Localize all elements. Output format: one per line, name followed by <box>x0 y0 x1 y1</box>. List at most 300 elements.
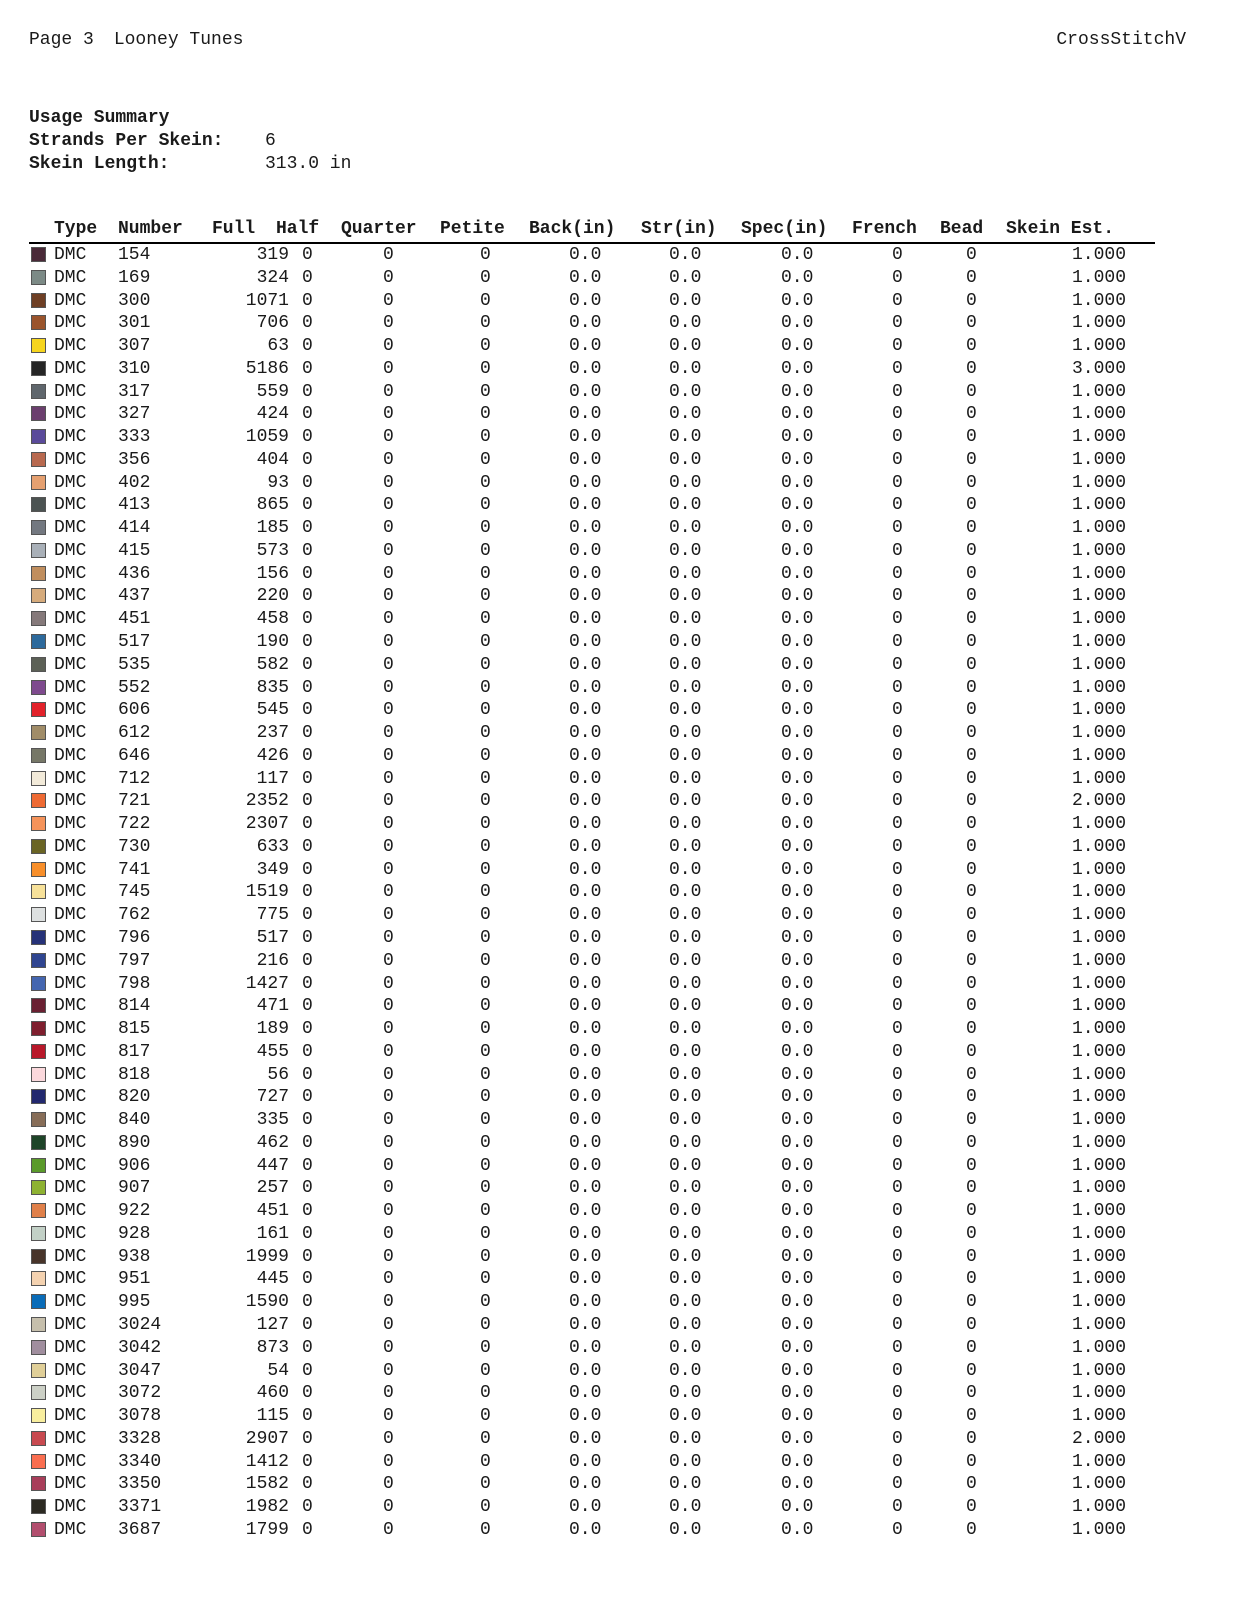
cell-quarter: 0 <box>383 1292 394 1313</box>
cell-half: 0 <box>302 996 313 1017</box>
cell-number: 317 <box>118 381 151 402</box>
cell-spec: 0.0 <box>781 1519 814 1540</box>
table-row <box>29 1177 1155 1200</box>
cell-full: 545 <box>256 700 289 721</box>
cell-str: 0.0 <box>669 1223 702 1244</box>
cell-full: 190 <box>256 632 289 653</box>
table-row <box>29 1086 1155 1109</box>
cell-skein-est: 1.000 <box>1071 609 1126 630</box>
page-header <box>29 30 243 50</box>
cell-full: 1427 <box>245 973 289 994</box>
cell-half: 0 <box>302 1223 313 1244</box>
cell-french: 0 <box>892 1451 903 1472</box>
cell-type: DMC <box>54 404 87 425</box>
cell-type: DMC <box>54 1246 87 1267</box>
column-header-half: Half <box>276 219 320 239</box>
cell-french: 0 <box>892 1497 903 1518</box>
cell-back: 0.0 <box>569 654 602 675</box>
cell-spec: 0.0 <box>781 586 814 607</box>
cell-spec: 0.0 <box>781 290 814 311</box>
cell-french: 0 <box>892 1246 903 1267</box>
cell-number: 333 <box>118 427 151 448</box>
cell-number: 818 <box>118 1064 151 1085</box>
color-swatch <box>31 429 46 444</box>
table-row <box>29 1360 1155 1383</box>
table-row <box>29 654 1155 677</box>
cell-half: 0 <box>302 518 313 539</box>
cell-type: DMC <box>54 654 87 675</box>
table-body <box>29 244 1155 1542</box>
cell-french: 0 <box>892 449 903 470</box>
cell-french: 0 <box>892 950 903 971</box>
cell-skein-est: 1.000 <box>1071 1132 1126 1153</box>
cell-spec: 0.0 <box>781 381 814 402</box>
color-swatch <box>31 1317 46 1332</box>
cell-half: 0 <box>302 245 313 265</box>
cell-type: DMC <box>54 745 87 766</box>
cell-skein-est: 1.000 <box>1071 836 1126 857</box>
cell-half: 0 <box>302 1064 313 1085</box>
table-row <box>29 494 1155 517</box>
cell-str: 0.0 <box>669 1064 702 1085</box>
color-swatch <box>31 1089 46 1104</box>
cell-petite: 0 <box>480 381 491 402</box>
cell-petite: 0 <box>480 1223 491 1244</box>
cell-french: 0 <box>892 1155 903 1176</box>
cell-spec: 0.0 <box>781 1087 814 1108</box>
cell-spec: 0.0 <box>781 449 814 470</box>
cell-bead: 0 <box>966 700 977 721</box>
cell-quarter: 0 <box>383 814 394 835</box>
cell-quarter: 0 <box>383 267 394 288</box>
cell-type: DMC <box>54 540 87 561</box>
color-swatch <box>31 1294 46 1309</box>
cell-quarter: 0 <box>383 882 394 903</box>
cell-spec: 0.0 <box>781 245 814 265</box>
table-row <box>29 859 1155 882</box>
table-row <box>29 426 1155 449</box>
color-swatch <box>31 338 46 353</box>
cell-str: 0.0 <box>669 540 702 561</box>
cell-full: 460 <box>256 1383 289 1404</box>
cell-skein-est: 1.000 <box>1071 700 1126 721</box>
usage-table <box>29 218 1155 1542</box>
cell-type: DMC <box>54 677 87 698</box>
color-swatch <box>31 748 46 763</box>
cell-type: DMC <box>54 836 87 857</box>
cell-spec: 0.0 <box>781 1406 814 1427</box>
color-swatch <box>31 1203 46 1218</box>
cell-back: 0.0 <box>569 1064 602 1085</box>
cell-petite: 0 <box>480 723 491 744</box>
cell-str: 0.0 <box>669 973 702 994</box>
cell-back: 0.0 <box>569 973 602 994</box>
cell-str: 0.0 <box>669 563 702 584</box>
cell-french: 0 <box>892 745 903 766</box>
cell-number: 154 <box>118 245 151 265</box>
table-row <box>29 699 1155 722</box>
cell-str: 0.0 <box>669 654 702 675</box>
cell-number: 815 <box>118 1019 151 1040</box>
cell-french: 0 <box>892 1132 903 1153</box>
cell-petite: 0 <box>480 1246 491 1267</box>
cell-number: 730 <box>118 836 151 857</box>
cell-spec: 0.0 <box>781 1292 814 1313</box>
cell-bead: 0 <box>966 677 977 698</box>
color-swatch <box>31 611 46 626</box>
cell-full: 335 <box>256 1110 289 1131</box>
cell-quarter: 0 <box>383 1269 394 1290</box>
cell-french: 0 <box>892 290 903 311</box>
cell-french: 0 <box>892 1337 903 1358</box>
cell-quarter: 0 <box>383 654 394 675</box>
cell-back: 0.0 <box>569 1406 602 1427</box>
cell-petite: 0 <box>480 1360 491 1381</box>
cell-skein-est: 1.000 <box>1071 950 1126 971</box>
cell-full: 426 <box>256 745 289 766</box>
table-row <box>29 836 1155 859</box>
cell-bead: 0 <box>966 563 977 584</box>
cell-type: DMC <box>54 290 87 311</box>
cell-full: 63 <box>267 336 289 357</box>
cell-bead: 0 <box>966 859 977 880</box>
color-swatch <box>31 1067 46 1082</box>
cell-type: DMC <box>54 1087 87 1108</box>
cell-skein-est: 1.000 <box>1071 1110 1126 1131</box>
cell-french: 0 <box>892 1269 903 1290</box>
cell-quarter: 0 <box>383 540 394 561</box>
cell-full: 220 <box>256 586 289 607</box>
cell-half: 0 <box>302 313 313 334</box>
cell-number: 817 <box>118 1041 151 1062</box>
cell-petite: 0 <box>480 404 491 425</box>
color-swatch <box>31 793 46 808</box>
cell-full: 319 <box>256 245 289 265</box>
cell-type: DMC <box>54 700 87 721</box>
cell-petite: 0 <box>480 814 491 835</box>
table-row <box>29 1519 1155 1542</box>
cell-petite: 0 <box>480 586 491 607</box>
cell-bead: 0 <box>966 336 977 357</box>
cell-spec: 0.0 <box>781 427 814 448</box>
cell-french: 0 <box>892 1428 903 1449</box>
cell-quarter: 0 <box>383 1110 394 1131</box>
cell-bead: 0 <box>966 791 977 812</box>
cell-number: 3024 <box>118 1314 162 1335</box>
cell-quarter: 0 <box>383 404 394 425</box>
cell-back: 0.0 <box>569 1519 602 1540</box>
table-row <box>29 1132 1155 1155</box>
cell-str: 0.0 <box>669 1041 702 1062</box>
page-number: Page 3 <box>29 30 94 50</box>
cell-full: 115 <box>256 1406 289 1427</box>
cell-french: 0 <box>892 358 903 379</box>
cell-french: 0 <box>892 1178 903 1199</box>
cell-type: DMC <box>54 1428 87 1449</box>
cell-back: 0.0 <box>569 905 602 926</box>
pattern-title: Looney Tunes <box>113 30 244 50</box>
cell-half: 0 <box>302 609 313 630</box>
cell-str: 0.0 <box>669 1497 702 1518</box>
cell-full: 237 <box>256 723 289 744</box>
cell-back: 0.0 <box>569 1087 602 1108</box>
cell-skein-est: 1.000 <box>1071 1497 1126 1518</box>
cell-quarter: 0 <box>383 586 394 607</box>
cell-full: 1982 <box>245 1497 289 1518</box>
cell-quarter: 0 <box>383 905 394 926</box>
cell-full: 127 <box>256 1314 289 1335</box>
cell-spec: 0.0 <box>781 609 814 630</box>
cell-quarter: 0 <box>383 1178 394 1199</box>
cell-half: 0 <box>302 700 313 721</box>
cell-full: 1071 <box>245 290 289 311</box>
cell-type: DMC <box>54 336 87 357</box>
cell-full: 559 <box>256 381 289 402</box>
table-row <box>29 244 1155 267</box>
cell-type: DMC <box>54 586 87 607</box>
cell-skein-est: 1.000 <box>1071 472 1126 493</box>
cell-back: 0.0 <box>569 449 602 470</box>
cell-back: 0.0 <box>569 791 602 812</box>
cell-skein-est: 1.000 <box>1071 1087 1126 1108</box>
cell-spec: 0.0 <box>781 654 814 675</box>
cell-full: 727 <box>256 1087 289 1108</box>
table-row <box>29 290 1155 313</box>
cell-skein-est: 1.000 <box>1071 1314 1126 1335</box>
cell-type: DMC <box>54 1110 87 1131</box>
cell-back: 0.0 <box>569 1223 602 1244</box>
cell-french: 0 <box>892 563 903 584</box>
cell-petite: 0 <box>480 1451 491 1472</box>
cell-petite: 0 <box>480 859 491 880</box>
column-header-full: Full <box>212 219 256 239</box>
cell-french: 0 <box>892 1360 903 1381</box>
cell-petite: 0 <box>480 973 491 994</box>
cell-spec: 0.0 <box>781 677 814 698</box>
cell-quarter: 0 <box>383 927 394 948</box>
cell-half: 0 <box>302 358 313 379</box>
cell-spec: 0.0 <box>781 1383 814 1404</box>
strands-label: Strands Per Skein: <box>29 131 224 151</box>
cell-spec: 0.0 <box>781 1451 814 1472</box>
cell-half: 0 <box>302 745 313 766</box>
color-swatch <box>31 1044 46 1059</box>
cell-type: DMC <box>54 973 87 994</box>
cell-skein-est: 1.000 <box>1071 973 1126 994</box>
cell-full: 445 <box>256 1269 289 1290</box>
cell-petite: 0 <box>480 563 491 584</box>
cell-french: 0 <box>892 1019 903 1040</box>
cell-spec: 0.0 <box>781 723 814 744</box>
cell-str: 0.0 <box>669 791 702 812</box>
column-header-back: Back(in) <box>529 219 616 239</box>
color-swatch <box>31 588 46 603</box>
color-swatch <box>31 930 46 945</box>
cell-back: 0.0 <box>569 381 602 402</box>
cell-french: 0 <box>892 791 903 812</box>
color-swatch <box>31 862 46 877</box>
cell-back: 0.0 <box>569 427 602 448</box>
cell-petite: 0 <box>480 1019 491 1040</box>
cell-full: 775 <box>256 905 289 926</box>
cell-petite: 0 <box>480 1201 491 1222</box>
cell-half: 0 <box>302 472 313 493</box>
cell-bead: 0 <box>966 1292 977 1313</box>
cell-bead: 0 <box>966 1201 977 1222</box>
cell-spec: 0.0 <box>781 973 814 994</box>
cell-str: 0.0 <box>669 427 702 448</box>
cell-half: 0 <box>302 1110 313 1131</box>
cell-full: 1999 <box>245 1246 289 1267</box>
cell-back: 0.0 <box>569 358 602 379</box>
usage-summary <box>29 107 351 176</box>
cell-number: 762 <box>118 905 151 926</box>
cell-skein-est: 1.000 <box>1071 996 1126 1017</box>
cell-spec: 0.0 <box>781 632 814 653</box>
table-row <box>29 813 1155 836</box>
cell-str: 0.0 <box>669 1178 702 1199</box>
cell-back: 0.0 <box>569 290 602 311</box>
cell-back: 0.0 <box>569 927 602 948</box>
cell-spec: 0.0 <box>781 996 814 1017</box>
cell-type: DMC <box>54 1474 87 1495</box>
cell-french: 0 <box>892 336 903 357</box>
cell-type: DMC <box>54 472 87 493</box>
cell-petite: 0 <box>480 495 491 516</box>
cell-str: 0.0 <box>669 1337 702 1358</box>
cell-half: 0 <box>302 1428 313 1449</box>
cell-type: DMC <box>54 882 87 903</box>
cell-bead: 0 <box>966 1428 977 1449</box>
cell-back: 0.0 <box>569 563 602 584</box>
cell-type: DMC <box>54 563 87 584</box>
color-swatch <box>31 1340 46 1355</box>
cell-back: 0.0 <box>569 1269 602 1290</box>
cell-bead: 0 <box>966 472 977 493</box>
cell-quarter: 0 <box>383 336 394 357</box>
color-swatch <box>31 907 46 922</box>
cell-back: 0.0 <box>569 245 602 265</box>
cell-str: 0.0 <box>669 1155 702 1176</box>
cell-number: 402 <box>118 472 151 493</box>
cell-bead: 0 <box>966 882 977 903</box>
cell-quarter: 0 <box>383 1087 394 1108</box>
cell-bead: 0 <box>966 836 977 857</box>
cell-quarter: 0 <box>383 495 394 516</box>
cell-number: 722 <box>118 814 151 835</box>
cell-type: DMC <box>54 518 87 539</box>
cell-bead: 0 <box>966 654 977 675</box>
cell-petite: 0 <box>480 1383 491 1404</box>
cell-spec: 0.0 <box>781 1269 814 1290</box>
column-header-quarter: Quarter <box>341 219 417 239</box>
cell-spec: 0.0 <box>781 905 814 926</box>
table-row <box>29 1268 1155 1291</box>
cell-back: 0.0 <box>569 609 602 630</box>
color-swatch <box>31 953 46 968</box>
cell-number: 3340 <box>118 1451 162 1472</box>
color-swatch <box>31 1408 46 1423</box>
table-row <box>29 335 1155 358</box>
cell-skein-est: 2.000 <box>1071 791 1126 812</box>
cell-bead: 0 <box>966 381 977 402</box>
cell-spec: 0.0 <box>781 563 814 584</box>
cell-full: 706 <box>256 313 289 334</box>
cell-bead: 0 <box>966 1064 977 1085</box>
cell-petite: 0 <box>480 1087 491 1108</box>
cell-type: DMC <box>54 996 87 1017</box>
cell-petite: 0 <box>480 1428 491 1449</box>
cell-bead: 0 <box>966 313 977 334</box>
column-header-str: Str(in) <box>641 219 717 239</box>
cell-type: DMC <box>54 449 87 470</box>
color-swatch <box>31 1158 46 1173</box>
cell-bead: 0 <box>966 927 977 948</box>
table-row <box>29 950 1155 973</box>
cell-bead: 0 <box>966 1474 977 1495</box>
cell-french: 0 <box>892 700 903 721</box>
cell-quarter: 0 <box>383 1383 394 1404</box>
cell-str: 0.0 <box>669 1246 702 1267</box>
cell-str: 0.0 <box>669 1132 702 1153</box>
cell-back: 0.0 <box>569 1451 602 1472</box>
cell-quarter: 0 <box>383 1041 394 1062</box>
cell-bead: 0 <box>966 1406 977 1427</box>
color-swatch <box>31 1363 46 1378</box>
cell-skein-est: 1.000 <box>1071 654 1126 675</box>
cell-back: 0.0 <box>569 814 602 835</box>
cell-petite: 0 <box>480 245 491 265</box>
cell-full: 865 <box>256 495 289 516</box>
cell-french: 0 <box>892 1087 903 1108</box>
cell-str: 0.0 <box>669 859 702 880</box>
cell-spec: 0.0 <box>781 313 814 334</box>
cell-bead: 0 <box>966 768 977 789</box>
cell-quarter: 0 <box>383 449 394 470</box>
cell-full: 185 <box>256 518 289 539</box>
table-row <box>29 1428 1155 1451</box>
cell-skein-est: 1.000 <box>1071 1337 1126 1358</box>
cell-petite: 0 <box>480 427 491 448</box>
cell-str: 0.0 <box>669 632 702 653</box>
cell-back: 0.0 <box>569 1337 602 1358</box>
cell-petite: 0 <box>480 1132 491 1153</box>
cell-french: 0 <box>892 654 903 675</box>
cell-back: 0.0 <box>569 677 602 698</box>
table-row <box>29 358 1155 381</box>
cell-str: 0.0 <box>669 700 702 721</box>
cell-full: 517 <box>256 927 289 948</box>
table-row <box>29 1223 1155 1246</box>
cell-type: DMC <box>54 905 87 926</box>
cell-half: 0 <box>302 950 313 971</box>
cell-number: 3371 <box>118 1497 162 1518</box>
cell-back: 0.0 <box>569 1360 602 1381</box>
cell-number: 552 <box>118 677 151 698</box>
cell-full: 455 <box>256 1041 289 1062</box>
cell-bead: 0 <box>966 1019 977 1040</box>
color-swatch <box>31 247 46 262</box>
column-header-number: Number <box>118 219 183 239</box>
cell-quarter: 0 <box>383 245 394 265</box>
cell-quarter: 0 <box>383 836 394 857</box>
cell-quarter: 0 <box>383 1019 394 1040</box>
cell-str: 0.0 <box>669 1383 702 1404</box>
cell-bead: 0 <box>966 1178 977 1199</box>
cell-bead: 0 <box>966 632 977 653</box>
table-row <box>29 1451 1155 1474</box>
table-row <box>29 1337 1155 1360</box>
